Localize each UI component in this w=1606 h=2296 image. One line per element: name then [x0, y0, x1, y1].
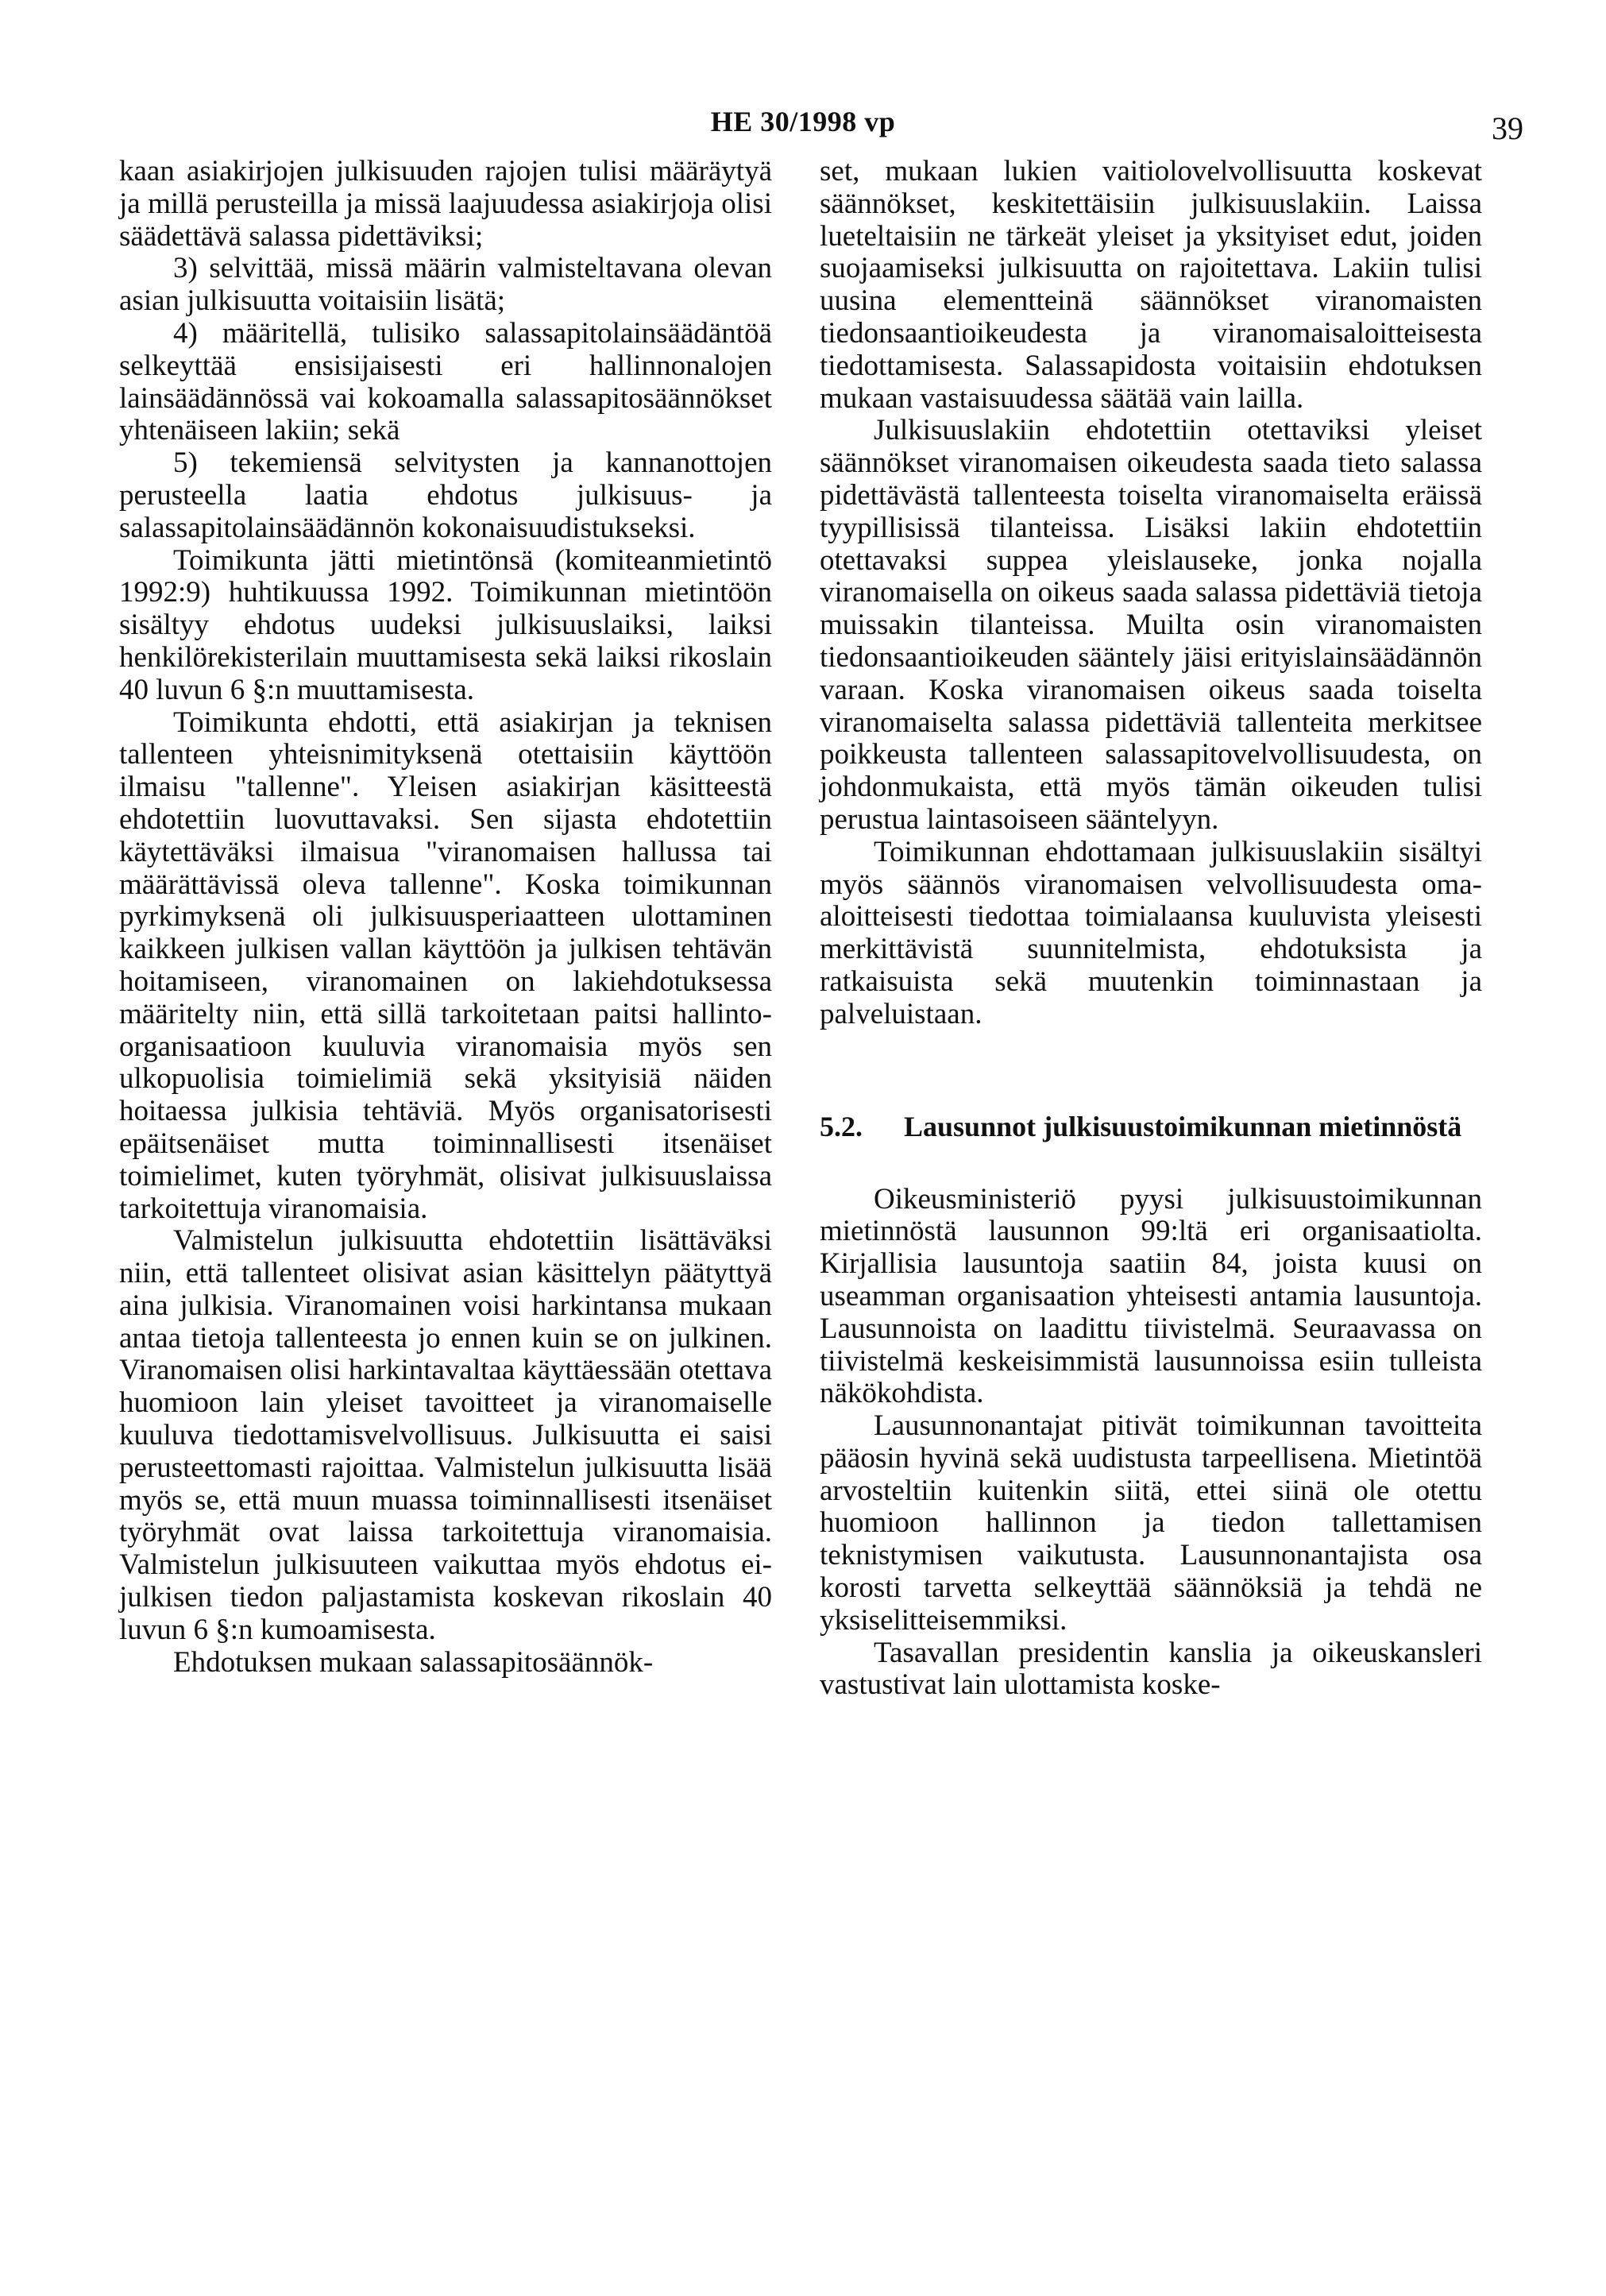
- paragraph: 3) selvittää, missä määrin valmisteltavana olevan asian julkisuutta voitaisiin lisätä;: [119, 252, 772, 318]
- paragraph: Lausunnonantajat pitivät toimikunnan tavoitteita pääosin hyvinä sekä uudistusta tarpeellisena. Mietintöä arvosteltiin kuitenkin siitä, ettei siinä ole otettu huomioon hallinnon ja tiedon tallettamisen teknistymisen vaikutusta. Lausunnonantajista osa korosti tarvetta selkeyttää säännöksiä ja tehdä ne yksiselitteisemmiksi.: [820, 1409, 1482, 1637]
- paragraph: Tasavallan presidentin kanslia ja oikeuskansleri vastustivat lain ulottamista koske-: [820, 1636, 1482, 1702]
- paragraph: Oikeusministeriö pyysi julkisuustoimikunnan mietinnöstä lausunnon 99:ltä eri organisaatiolta. Kirjallisia lausuntoja saatiin 84, joista kuusi on useamman organisaation yhteisesti antamia lausuntoja. Lausunnoista on laadittu tiivistelmä. Seuraavassa on tiivistelmä keskeisimmistä lausunnoissa esiin tulleista näkökohdista.: [820, 1182, 1482, 1410]
- section-number: 5.2.: [820, 1110, 863, 1142]
- section-title: Lausunnot julkisuustoimikunnan mietinnöstä: [904, 1110, 1462, 1142]
- document-id: HE 30/1998 vp: [710, 106, 896, 137]
- paragraph: 4) määritellä, tulisiko salassapitolainsäädäntöä selkeyttää ensisijaisesti eri hallinnonalojen lainsäädännössä vai kokoamalla salassapitosäännökset yhtenäiseen lakiin; sekä: [119, 316, 772, 447]
- left-column: [119, 156, 772, 1679]
- page-number: 39: [1492, 110, 1523, 146]
- paragraph: Toimikunta ehdotti, että asiakirjan ja teknisen tallenteen yhteisnimityksenä otettaisiin käyttöön ilmaisu "tallenne". Yleisen asiakirjan käsitteestä ehdotettiin luovuttavaksi. Sen sijasta ehdotettiin käytettäväksi ilmaisua "viranomaisen hallussa tai määrättävissä oleva tallenne". Koska toimikunnan pyrkimyksenä oli julkisuusperiaatteen ulottaminen kaikkeen julkisen vallan käyttöön ja julkisen tehtävän hoitamiseen, viranomainen on lakiehdotuksessa määritelty niin, että sillä tarkoitetaan paitsi hallinto-organisaatioon kuuluvia viranomaisia myös sen ulkopuolisia toimielimiä sekä yksityisiä näiden hoitaessa julkisia tehtäviä. Myös organisatorisesti epäitsenäiset mutta toiminnallisesti itsenäiset toimielimet, kuten työryhmät, olisivat julkisuuslaissa tarkoitettuja viranomaisia.: [119, 705, 772, 1225]
- paragraph: Toimikunnan ehdottamaan julkisuuslakiin sisältyi myös säännös viranomaisen velvollisuudesta oma-aloitteisesti tiedottaa toimialaansa kuuluvista yleisesti merkittävistä suunnitelmista, ehdotuksista ja ratkaisuista sekä muutenkin toiminnastaan ja palveluistaan.: [820, 835, 1482, 1030]
- paragraph: 5) tekemiensä selvitysten ja kannanottojen perusteella laatia ehdotus julkisuus- ja salassapitolainsäädännön kokonaisuudistukseksi.: [119, 446, 772, 544]
- section-heading: [820, 1111, 1482, 1142]
- paragraph: kaan asiakirjojen julkisuuden rajojen tulisi määräytyä ja millä perusteilla ja missä laajuudessa asiakirjoja olisi säädettävä salassa pidettäviksi;: [119, 155, 772, 253]
- paragraph: Julkisuuslakiin ehdotettiin otettaviksi yleiset säännökset viranomaisen oikeudesta saada tieto salassa pidettävästä tallenteesta toiselta viranomaiselta eräissä tyypillisissä tilanteissa. Lisäksi lakiin ehdotettiin otettavaksi suppea yleislauseke, jonka nojalla viranomaisella on oikeus saada salassa pidettäviä tietoja muissakin tilanteissa. Muilta osin viranomaisten tiedonsaantioikeuden sääntely jäisi erityislainsäädännön varaan. Koska viranomaisen oikeus saada toiselta viranomaiselta salassa pidettäviä tallenteita merkitsee poikkeusta tallenteen salassapitovelvollisuudesta, on johdonmukaista, että myös tämän oikeuden tulisi perustua laintasoiseen sääntelyyn.: [820, 414, 1482, 836]
- paragraph: set, mukaan lukien vaitiolovelvollisuutta koskevat säännökset, keskitettäisiin julkisuuslakiin. Laissa lueteltaisiin ne tärkeät yleiset ja yksityiset edut, joiden suojaamiseksi julkisuutta on rajoitettava. Lakiin tulisi uusina elementteinä säännökset viranomaisten tiedonsaantioikeudesta ja viranomaisaloitteisesta tiedottamisesta. Salassapidosta voitaisiin ehdotuksen mukaan vastaisuudessa säätää vain lailla.: [820, 155, 1482, 415]
- right-column: [820, 156, 1482, 1702]
- paragraph: Toimikunta jätti mietintönsä (komiteanmietintö 1992:9) huhtikuussa 1992. Toimikunnan mietintöön sisältyy ehdotus uudeksi julkisuuslaiksi, laiksi henkilörekisterilain muuttamisesta sekä laiksi rikoslain 40 luvun 6 §:n muuttamisesta.: [119, 543, 772, 706]
- paragraph: Ehdotuksen mukaan salassapitosäännök-: [173, 1645, 654, 1679]
- paragraph: Valmistelun julkisuutta ehdotettiin lisättäväksi niin, että tallenteet olisivat asian käsittelyn päätyttyä aina julkisia. Viranomainen voisi harkintansa mukaan antaa tietoja tallenteesta jo ennen kuin se on julkinen. Viranomaisen olisi harkintavaltaa käyttäessään otettava huomioon lain yleiset tavoitteet ja viranomaiselle kuuluva tiedottamisvelvollisuus. Julkisuutta ei saisi perusteettomasti rajoittaa. Valmistelun julkisuutta lisää myös se, että muun muassa toiminnallisesti itsenäiset työryhmät ovat laissa tarkoitettuja viranomaisia. Valmistelun julkisuuteen vaikuttaa myös ehdotus ei-julkisen tiedon paljastamista koskevan rikoslain 40 luvun 6 §:n kumoamisesta.: [119, 1224, 772, 1646]
